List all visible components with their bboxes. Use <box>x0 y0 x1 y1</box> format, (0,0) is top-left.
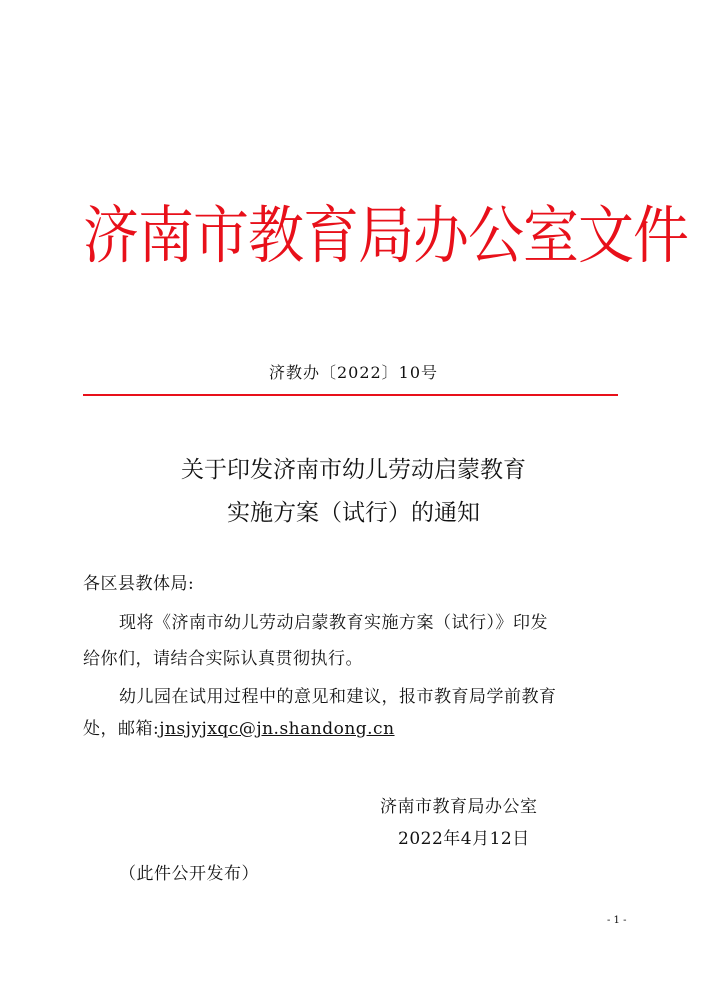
disclosure-note: （此件公开发布） <box>119 864 259 884</box>
email-label: 处，邮箱: <box>83 719 160 739</box>
paragraph-2-line-2 <box>83 714 395 739</box>
document-header-title: 济南市教育局办公室文件 <box>83 200 688 273</box>
paragraph-1-line-1: 现将《济南市幼儿劳动启蒙教育实施方案（试行）》印发 <box>119 613 548 633</box>
paragraph-1-line-2: 给你们，请结合实际认真贯彻执行。 <box>83 649 363 669</box>
document-number: 济教办〔2022〕10号 <box>268 363 439 382</box>
addressee: 各区县教体局: <box>83 574 195 594</box>
signature-date: 2022年4月12日 <box>398 829 530 849</box>
notice-title-line-1: 关于印发济南市幼儿劳动启蒙教育 <box>181 457 526 483</box>
email-link[interactable]: jnsjyjxqc@jn.shandong.cn <box>159 719 395 739</box>
red-divider-line <box>83 394 618 396</box>
notice-title-line-2: 实施方案（试行）的通知 <box>227 500 480 526</box>
paragraph-2-line-1: 幼儿园在试用过程中的意见和建议，报市教育局学前教育 <box>119 687 557 707</box>
page-number: - 1 - <box>607 915 627 926</box>
signature-office: 济南市教育局办公室 <box>380 797 538 817</box>
